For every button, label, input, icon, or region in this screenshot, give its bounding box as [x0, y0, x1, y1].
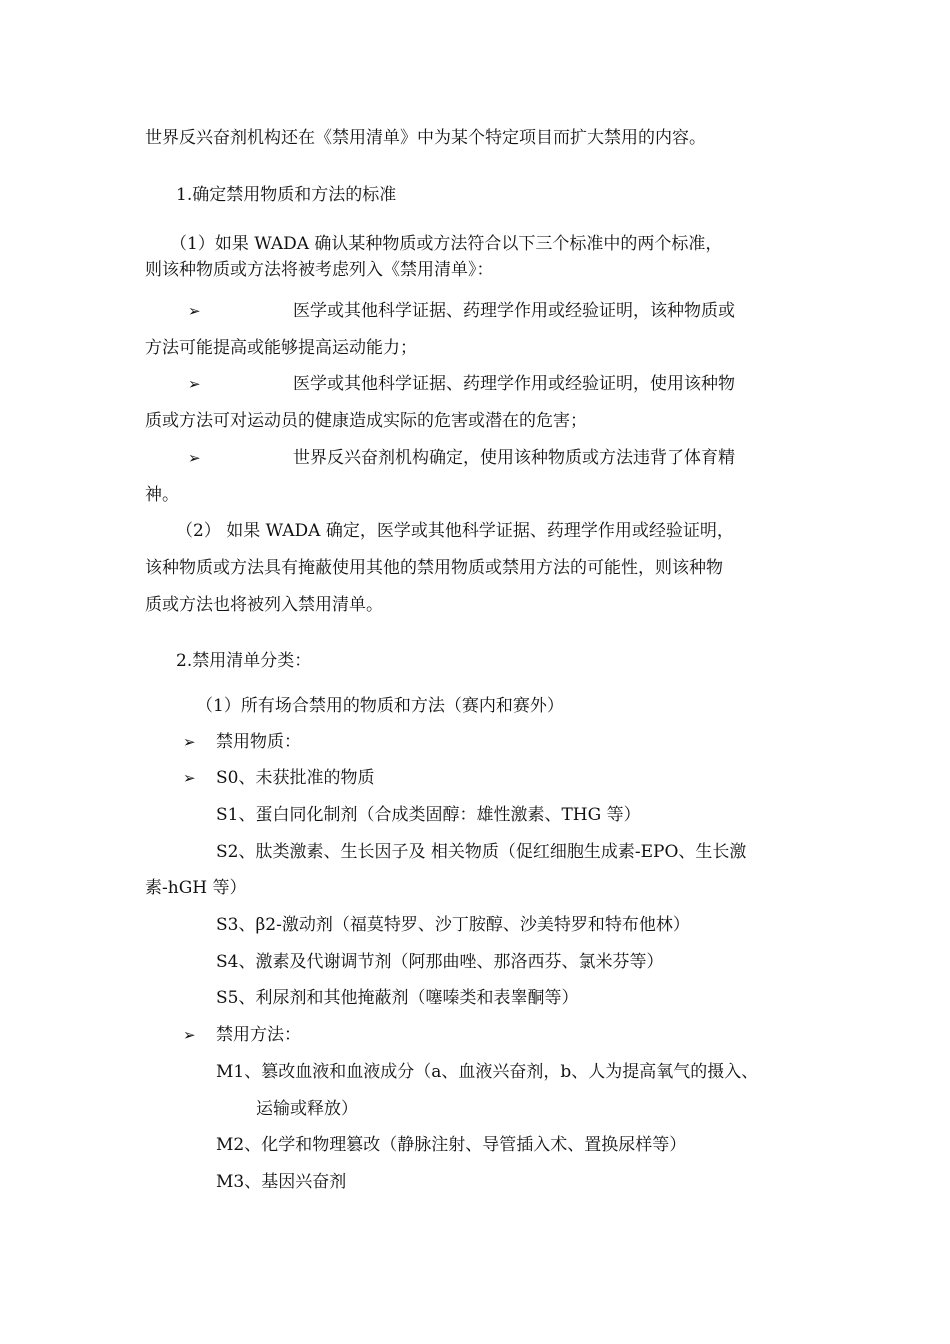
list-item-s0: S0、未获批准的物质: [216, 768, 375, 788]
list-item-s1: S1、蛋白同化制剂（合成类固醇：雄性激素、THG 等）: [216, 805, 641, 825]
p2-line1: （2） 如果 WADA 确定，医学或其他科学证据、药理学作用或经验证明，: [176, 521, 734, 541]
bullet-arrow-icon: ➢: [183, 1026, 196, 1044]
criterion-2-line2: 质或方法可对运动员的健康造成实际的危害或潜在的危害；: [145, 411, 587, 431]
bullet-arrow-icon: ➢: [188, 302, 201, 320]
criterion-1-line2: 方法可能提高或能够提高运动能力；: [145, 338, 417, 358]
list-item-s3: S3、β2-激动剂（福莫特罗、沙丁胺醇、沙美特罗和特布他林）: [216, 915, 690, 935]
criterion-1-line1: 医学或其他科学证据、药理学作用或经验证明，该种物质或: [293, 301, 735, 321]
list-item-s4: S4、激素及代谢调节剂（阿那曲唑、那洛西芬、氯米芬等）: [216, 952, 664, 972]
bullet-arrow-icon: ➢: [183, 733, 196, 751]
list-item-m1-line2: 运输或释放）: [256, 1099, 358, 1119]
p1-line2: 则该种物质或方法将被考虑列入《禁用清单》：: [145, 260, 494, 280]
intro-text: 世界反兴奋剂机构还在《禁用清单》中为某个特定项目而扩大禁用的内容。: [145, 128, 706, 148]
list-item-s2-line1: S2、肽类激素、生长因子及 相关物质（促红细胞生成素-EPO、生长激: [216, 842, 747, 862]
p2-line3: 质或方法也将被列入禁用清单。: [145, 595, 383, 615]
p2-line2: 该种物质或方法具有掩蔽使用其他的禁用物质或禁用方法的可能性，则该种物: [145, 558, 723, 578]
list-item-m2: M2、化学和物理篡改（静脉注射、导管插入术、置换尿样等）: [216, 1135, 687, 1155]
sub1-title: （1）所有场合禁用的物质和方法（赛内和赛外）: [196, 696, 564, 716]
bullet-arrow-icon: ➢: [183, 769, 196, 787]
section2-heading: 2.禁用清单分类：: [176, 651, 312, 671]
bullet-arrow-icon: ➢: [188, 375, 201, 393]
p1-line1: （1）如果 WADA 确认某种物质或方法符合以下三个标准中的两个标准，: [170, 234, 723, 254]
section1-heading: 1.确定禁用物质和方法的标准: [176, 185, 397, 205]
list-item-s5: S5、利尿剂和其他掩蔽剂（噻嗪类和表睾酮等）: [216, 988, 579, 1008]
criterion-2-line1: 医学或其他科学证据、药理学作用或经验证明，使用该种物: [293, 374, 735, 394]
criterion-3-line1: 世界反兴奋剂机构确定，使用该种物质或方法违背了体育精: [293, 448, 735, 468]
list-item-s2-line2: 素-hGH 等）: [145, 878, 247, 898]
criterion-3-line2: 神。: [145, 485, 179, 505]
bullet-arrow-icon: ➢: [188, 449, 201, 467]
list-item-m1-line1: M1、篡改血液和血液成分（a、血液兴奋剂，b、人为提高氧气的摄入、: [216, 1062, 759, 1082]
substances-title: 禁用物质：: [216, 732, 301, 752]
methods-title: 禁用方法：: [216, 1025, 301, 1045]
list-item-m3: M3、基因兴奋剂: [216, 1172, 347, 1192]
